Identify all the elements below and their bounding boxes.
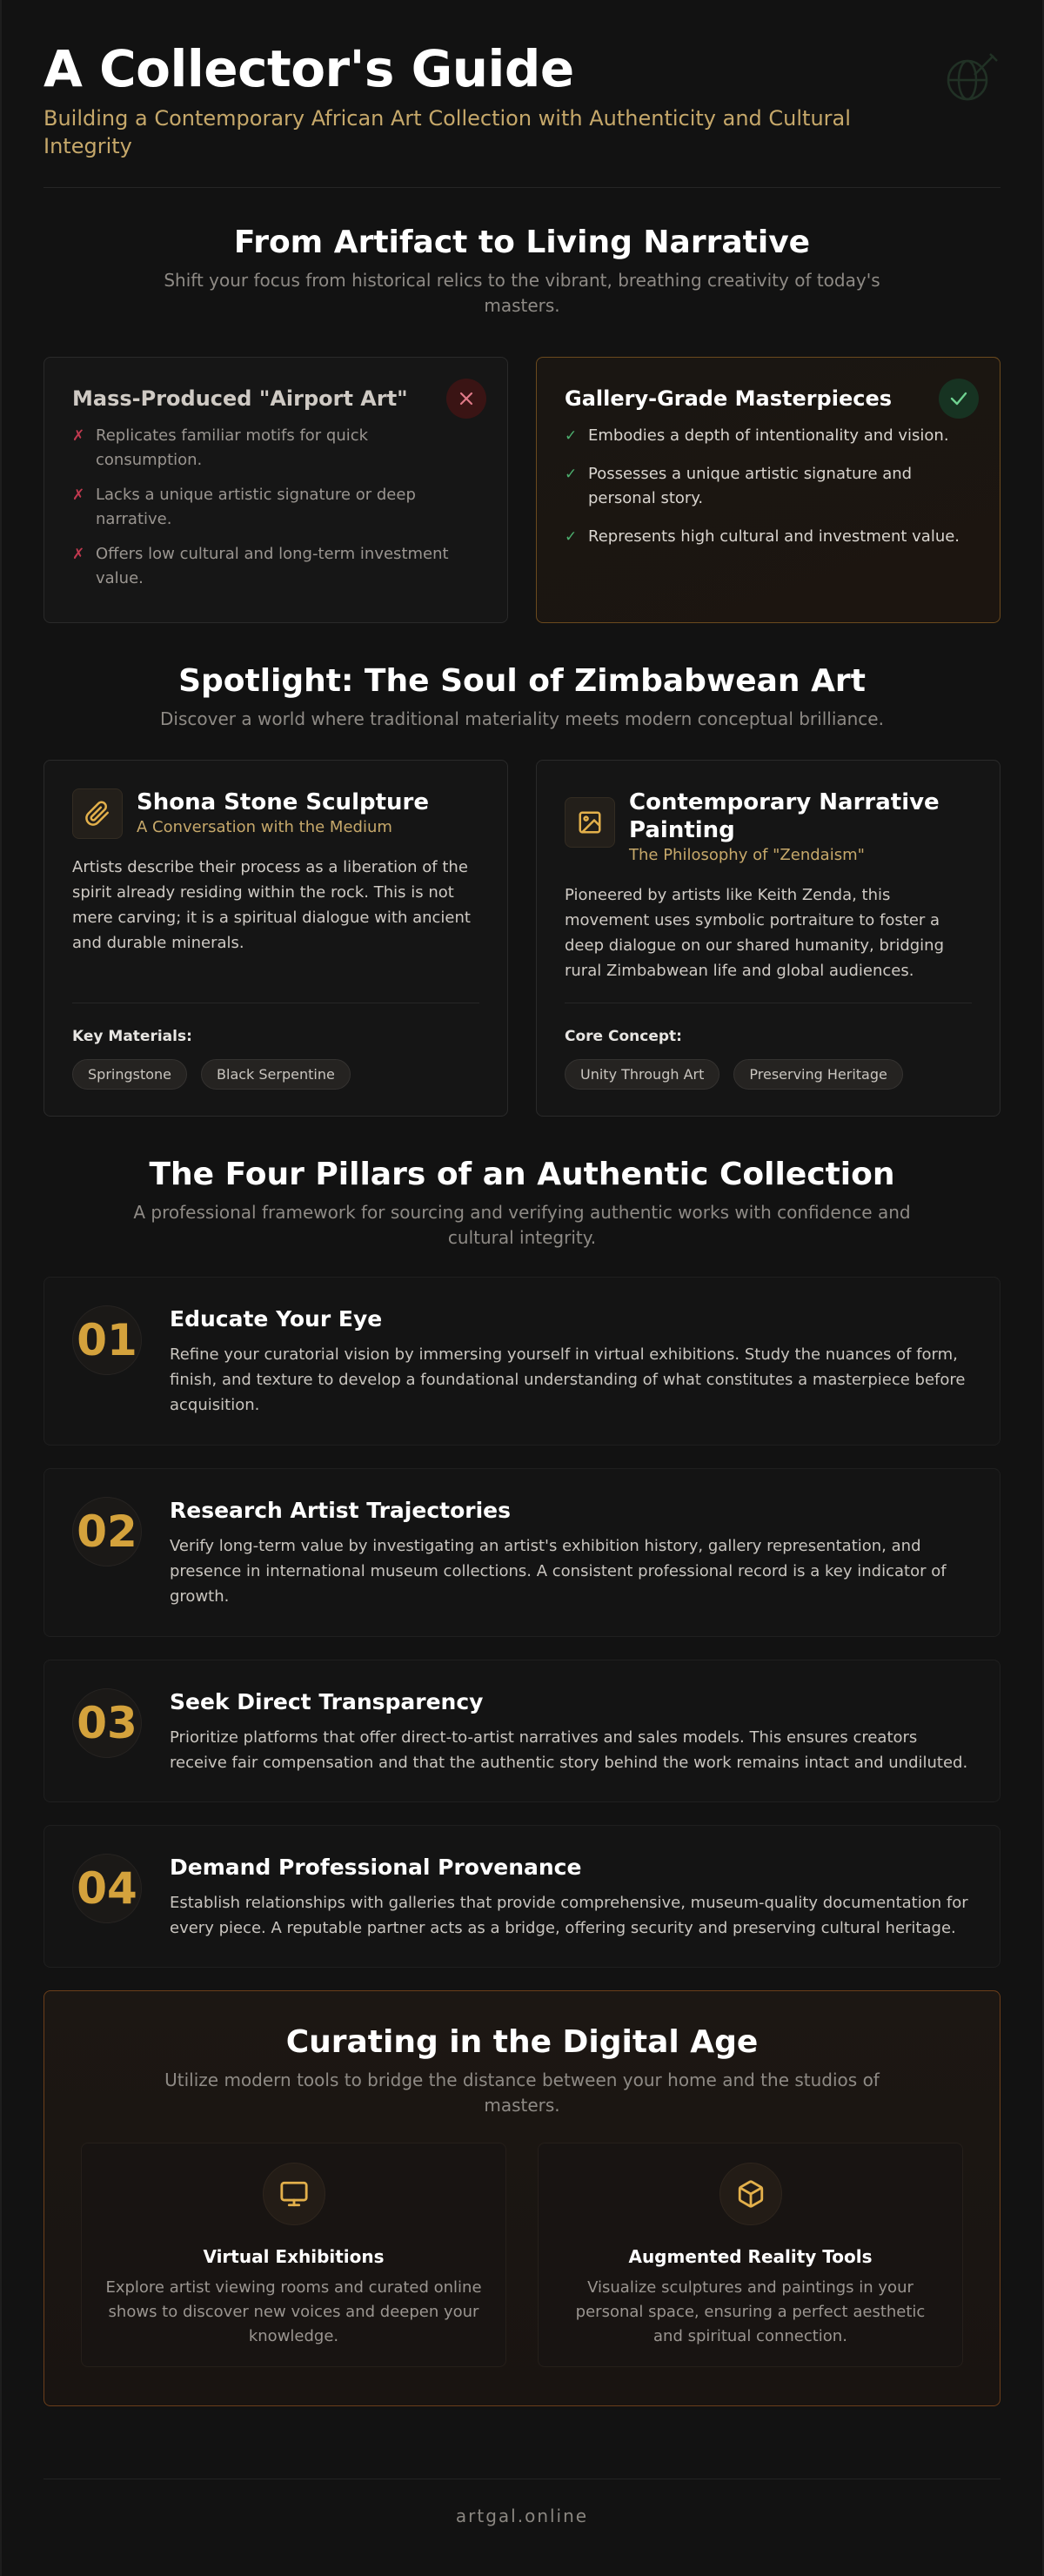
section-title: The Four Pillars of an Authentic Collection [149, 1157, 895, 1192]
image-icon [565, 797, 615, 848]
pillar-card [44, 1468, 1000, 1637]
check-mark-icon: ✓ [565, 528, 578, 546]
list-item: ✓ Represents high cultural and investment value. [565, 525, 972, 549]
pillar-number: 03 [72, 1688, 142, 1758]
airport-art-card [44, 357, 508, 623]
page-subtitle: Building a Contemporary African Art Collection with Authenticity and Cultural Integrity [44, 106, 851, 158]
card-footer [565, 1003, 972, 1090]
card-tagline: A Conversation with the Medium [137, 818, 392, 836]
section-title: Curating in the Digital Age [285, 2024, 759, 2060]
pillar-number: 01 [72, 1305, 142, 1375]
section-subtitle: A professional framework for sourcing and verifying authentic works with confidence and cultural integrity. [133, 1202, 911, 1248]
pillar-card [44, 1825, 1000, 1968]
pillar-title: Seek Direct Transparency [170, 1689, 484, 1714]
list-item: ✓ Embodies a depth of intentionality and vision. [565, 424, 972, 448]
card-title: Gallery-Grade Masterpieces [565, 386, 893, 411]
cross-mark-icon: ✗ [72, 427, 85, 445]
pillar-text: Establish relationships with galleries that provide comprehensive, museum-quality documentation for every piece. A reputable partner acts as a bridge, offering security and preserving cultural heritage. [170, 1894, 968, 1937]
tag-pill: Springstone [72, 1059, 187, 1090]
card-description: Pioneered by artists like Keith Zenda, this movement uses symbolic portraiture to foster a deep dialogue on our shared humanity, bridging rural Zimbabwean life and global audiences. [565, 886, 945, 980]
pillar-title: Demand Professional Provenance [170, 1855, 582, 1880]
tools-cards [81, 2143, 963, 2367]
list-item: ✗ Replicates familiar motifs for quick consumption. [72, 424, 479, 473]
check-icon [939, 379, 979, 419]
section-title: Spotlight: The Soul of Zimbabwean Art [178, 663, 866, 699]
pillar-text: Refine your curatorial vision by immersing yourself in virtual exhibitions. Study the nuances of form, finish, and texture to develop a foundational understanding of what constitutes a masterpiece before acquisition. [170, 1345, 966, 1414]
globe-brush-icon [940, 49, 1000, 110]
cross-mark-icon: ✗ [72, 486, 85, 504]
pillar-title: Research Artist Trajectories [170, 1498, 512, 1523]
tag-pill: Preserving Heritage [733, 1059, 902, 1090]
list-item: ✗ Offers low cultural and long-term investment value. [72, 542, 479, 591]
list-item: ✗ Lacks a unique artistic signature or deep narrative. [72, 483, 479, 532]
tool-title: Virtual Exhibitions [203, 2246, 385, 2267]
list-item: ✓ Possesses a unique artistic signature and personal story. [565, 462, 972, 511]
pillar-number: 04 [72, 1854, 142, 1923]
page-footer [44, 2479, 1000, 2526]
card-footer [72, 1003, 479, 1090]
tool-text: Visualize sculptures and paintings in your personal space, ensuring a perfect aesthetic and spiritual connection. [575, 2278, 926, 2345]
virtual-exhibitions-card [81, 2143, 506, 2367]
artifact-section [44, 188, 1000, 623]
digital-section [44, 1990, 1000, 2406]
paperclip-icon [72, 788, 123, 839]
gallery-grade-card [536, 357, 1000, 623]
pillar-title: Educate Your Eye [170, 1306, 383, 1332]
page-title: A Collector's Guide [44, 39, 574, 98]
tool-text: Explore artist viewing rooms and curated online shows to discover new voices and deepen your knowledge. [105, 2278, 482, 2345]
footer-label: Core Concept: [565, 1028, 682, 1045]
pillar-text: Verify long-term value by investigating an artist's exhibition history, gallery representation, and presence in international museum collections. A consistent professional record is a key indicator of growth. [170, 1537, 947, 1606]
section-subtitle: Shift your focus from historical relics to the vibrant, breathing creativity of today's masters. [164, 270, 880, 316]
monitor-icon [263, 2163, 325, 2225]
augmented-reality-card [538, 2143, 963, 2367]
tag-pill: Black Serpentine [201, 1059, 351, 1090]
spotlight-cards [44, 760, 1000, 1117]
tag-pill: Unity Through Art [565, 1059, 719, 1090]
tool-title: Augmented Reality Tools [628, 2246, 873, 2267]
card-description: Artists describe their process as a liberation of the spirit already residing within the rock. This is not mere carving; it is a spiritual dialogue with ancient and durable minerals. [72, 858, 471, 952]
cube-icon [719, 2163, 782, 2225]
narrative-painting-card [536, 760, 1000, 1117]
card-title: Shona Stone Sculpture [137, 789, 429, 815]
pillar-card [44, 1277, 1000, 1446]
pillar-card [44, 1660, 1000, 1802]
section-title: From Artifact to Living Narrative [233, 225, 811, 260]
strengths-list [565, 424, 972, 549]
pillars-section [44, 1117, 1000, 1968]
check-mark-icon: ✓ [565, 427, 578, 445]
card-title: Contemporary Narrative Painting [629, 789, 940, 843]
pillar-number: 02 [72, 1497, 142, 1566]
page-header [44, 0, 1000, 188]
section-subtitle: Utilize modern tools to bridge the distance between your home and the studios of masters. [164, 2070, 880, 2116]
spotlight-section [44, 623, 1000, 1117]
cross-mark-icon: ✗ [72, 546, 85, 563]
site-link[interactable]: artgal.online [455, 2506, 589, 2526]
comparison-cards [44, 357, 1000, 623]
shona-sculpture-card [44, 760, 508, 1117]
footer-label: Key Materials: [72, 1028, 192, 1045]
pillars-list [44, 1277, 1000, 1968]
card-title: Mass-Produced "Airport Art" [72, 386, 408, 411]
x-icon [446, 379, 486, 419]
check-mark-icon: ✓ [565, 466, 578, 483]
pillar-text: Prioritize platforms that offer direct-to-artist narratives and sales models. This ensures creators receive fair compensation and that the authentic story behind the work remains intact and undiluted. [170, 1728, 968, 1772]
drawbacks-list [72, 424, 479, 591]
section-subtitle: Discover a world where traditional materiality meets modern conceptual brilliance. [160, 708, 884, 729]
card-tagline: The Philosophy of "Zendaism" [629, 846, 865, 864]
